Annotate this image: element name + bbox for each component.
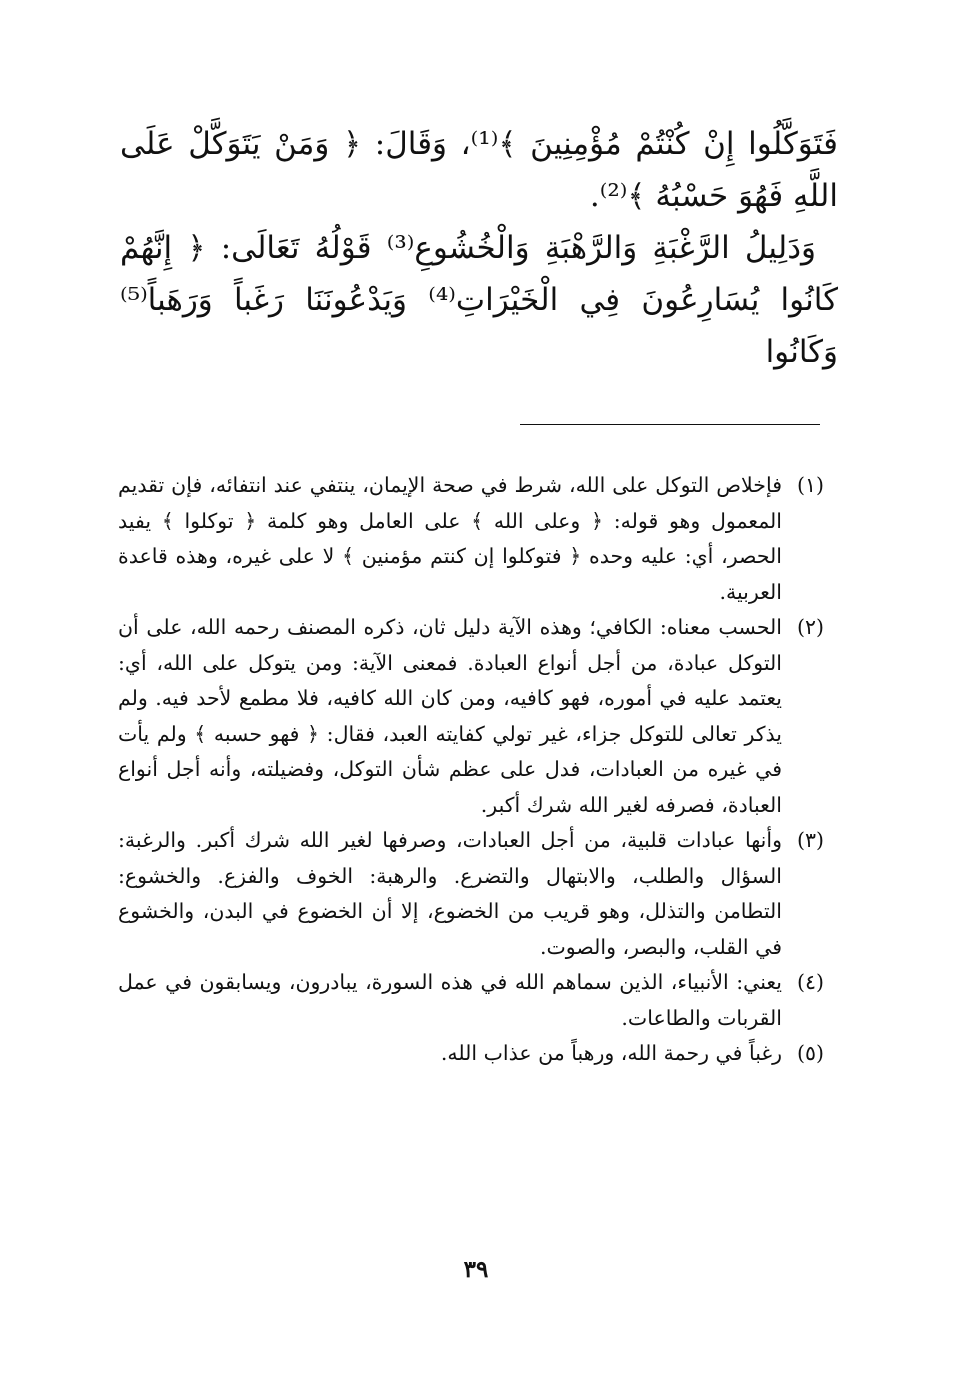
footnote-4-text: يعني: الأنبياء، الذين سماهم الله في هذه السورة، يبادرون، ويسابقون في عمل القربات والطاعات. [118,970,782,1030]
main-paragraph-1: فَتَوَكَّلُوا إِنْ كُنْتُمْ مُؤْمِنِينَ ﴾⁽¹⁾، وَقَالَ: ﴿ وَمَنْ يَتَوَكَّلْ عَلَى اللَّهِ فَهُوَ حَسْبُهُ ﴾⁽²⁾. [120,126,838,214]
footnote-2-text: الحسب معناه: الكافي؛ وهذه الآية دليل ثان، ذكره المصنف رحمه الله، على أن التوكل عبادة، من أجل أنواع العبادة. فمعنى الآية: ومن يتوكل على الله، أي: يعتمد عليه في أموره، فهو كافيه، ومن كان الله كافيه، فلا مطمع لأحد فيه. ولم يذكر تعالى للتوكل جزاء، غير تولي كفايته العبد، فقال: ﴿ فهو حسبه ﴾ ولم يأت في غيره من العبادات، فدل على عظم شأن التوكل، وفضيلته، وأنه أجل أنواع العبادة، فصرفه لغير الله شرك أكبر. [118,615,782,817]
main-paragraph-2: وَدَلِيلُ الرَّغْبَةِ وَالرَّهْبَةِ وَالْخُشُوعِ⁽³⁾ قَوْلُهُ تَعَالَى: ﴿ إِنَّهُمْ كَانُوا يُسَارِعُونَ فِي الْخَيْرَاتِ⁽⁴⁾ وَيَدْعُونَنَا رَغَباً وَرَهَباً⁽⁵⁾ وَكَانُوا [120,230,839,370]
footnote-5-text: رغباً في رحمة الله، ورهباً من عذاب الله. [440,1041,782,1065]
footnote-separator [520,424,820,425]
footnote-3-text: وأنها عبادات قلبية، من أجل العبادات، وصرفها لغير الله شرك أكبر. والرغبة: السؤال والطلب، والابتهال والتضرع. والرهبة: الخوف والفزع. والخشوع: التطامن والتذلل، وهو قريب من الخضوع، إلا أن الخضوع في البدن، والخشوع في القلب، والبصر، والصوت. [118,828,782,959]
footnote-3 [118,823,824,965]
footnote-5-number: (٥) [796,1041,824,1065]
page-number: ٣٩ [463,1256,489,1283]
footnote-2 [118,610,824,823]
footnote-1-number: (١) [796,473,824,497]
footnote-4-number: (٤) [796,970,824,994]
footnotes [118,468,824,1072]
footnote-5 [118,1036,824,1072]
main-text [120,118,838,378]
footnote-1 [118,468,824,610]
footnote-1-text: فإخلاص التوكل على الله، شرط في صحة الإيمان، ينتفي عند انتفائه، فإن تقديم المعمول وهو قوله: ﴿ وعلى الله ﴾ على العامل وهو كلمة ﴿ توكلوا ﴾ يفيد الحصر، أي: عليه وحده ﴿ فتوكلوا إن كنتم مؤمنين ﴾ لا على غيره، وهذه قاعدة العربية. [118,473,782,604]
footnote-2-number: (٢) [796,615,824,639]
footnote-4 [118,965,824,1036]
footnote-3-number: (٣) [796,828,824,852]
